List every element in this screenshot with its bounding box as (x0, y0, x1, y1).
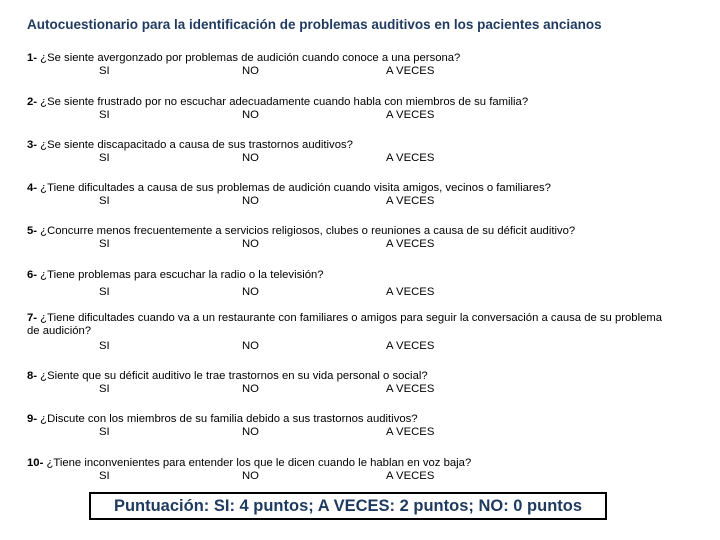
question-number: 3- (27, 139, 38, 151)
question-2 (27, 96, 667, 122)
question-text (27, 182, 667, 195)
option-no[interactable]: NO (242, 152, 259, 164)
option-a-veces[interactable]: A VECES (386, 152, 435, 164)
option-no[interactable]: NO (242, 195, 259, 207)
question-label: ¿Se siente frustrado por no escuchar adecuadamente cuando habla con miembros de su familia? (37, 96, 529, 108)
option-no[interactable]: NO (242, 340, 259, 352)
question-7 (27, 312, 667, 353)
option-a-veces[interactable]: A VECES (386, 426, 435, 438)
option-no[interactable]: NO (242, 65, 259, 77)
question-label: ¿Siente que su déficit auditivo le trae trastornos en su vida personal o social? (37, 370, 428, 382)
option-a-veces[interactable]: A VECES (386, 65, 435, 77)
question-1 (27, 52, 667, 78)
question-number: 8- (27, 370, 38, 382)
question-label: ¿Tiene dificultades cuando va a un restaurante con familiares o amigos para seguir la conversación a causa de su problema de audición? (27, 312, 663, 337)
page-title: Autocuestionario para la identificación de problemas auditivos en los pacientes ancianos (27, 17, 602, 32)
question-label: ¿Se siente discapacitado a causa de sus trastornos auditivos? (37, 139, 353, 151)
option-no[interactable]: NO (242, 470, 259, 482)
question-number: 2- (27, 96, 38, 108)
question-label: ¿Se siente avergonzado por problemas de audición cuando conoce a una persona? (37, 52, 461, 64)
question-text (27, 457, 667, 470)
question-label: ¿Tiene inconvenientes para entender los que le dicen cuando le hablan en voz baja? (43, 457, 472, 469)
question-number: 10- (27, 457, 44, 469)
question-text (27, 52, 667, 65)
question-6 (27, 269, 667, 299)
option-si[interactable]: SI (99, 426, 110, 438)
question-label: ¿Tiene dificultades a causa de sus problemas de audición cuando visita amigos, vecinos o familiares? (37, 182, 551, 194)
option-no[interactable]: NO (242, 426, 259, 438)
option-no[interactable]: NO (242, 286, 259, 298)
question-label: ¿Tiene problemas para escuchar la radio o la televisión? (37, 269, 324, 281)
question-5 (27, 225, 667, 251)
option-si[interactable]: SI (99, 340, 110, 352)
option-si[interactable]: SI (99, 286, 110, 298)
question-text (27, 269, 667, 282)
question-text (27, 413, 667, 426)
option-si[interactable]: SI (99, 195, 110, 207)
scoring-box (89, 492, 607, 520)
question-number: 7- (27, 312, 38, 324)
question-label: ¿Discute con los miembros de su familia debido a sus trastornos auditivos? (37, 413, 418, 425)
question-number: 1- (27, 52, 38, 64)
question-text (27, 139, 667, 152)
option-si[interactable]: SI (99, 238, 110, 250)
question-label: ¿Concurre menos frecuentemente a servicios religiosos, clubes o reuniones a causa de su déficit auditivo? (37, 225, 576, 237)
option-no[interactable]: NO (242, 383, 259, 395)
option-a-veces[interactable]: A VECES (386, 383, 435, 395)
question-text (27, 225, 667, 238)
option-a-veces[interactable]: A VECES (386, 470, 435, 482)
question-text (27, 96, 667, 109)
option-a-veces[interactable]: A VECES (386, 195, 435, 207)
question-text (27, 370, 667, 383)
question-3 (27, 139, 667, 165)
option-no[interactable]: NO (242, 238, 259, 250)
option-si[interactable]: SI (99, 109, 110, 121)
option-si[interactable]: SI (99, 152, 110, 164)
question-number: 5- (27, 225, 38, 237)
scoring-text: Puntuación: SI: 4 puntos; A VECES: 2 puntos; NO: 0 puntos (113, 496, 583, 515)
option-si[interactable]: SI (99, 470, 110, 482)
option-si[interactable]: SI (99, 65, 110, 77)
question-4 (27, 182, 667, 208)
question-10 (27, 457, 667, 483)
option-a-veces[interactable]: A VECES (386, 109, 435, 121)
question-number: 9- (27, 413, 38, 425)
question-8 (27, 370, 667, 396)
question-number: 6- (27, 269, 38, 281)
question-9 (27, 413, 667, 439)
option-a-veces[interactable]: A VECES (386, 286, 435, 298)
question-number: 4- (27, 182, 38, 194)
option-no[interactable]: NO (242, 109, 259, 121)
question-text (27, 312, 667, 338)
option-a-veces[interactable]: A VECES (386, 340, 435, 352)
option-a-veces[interactable]: A VECES (386, 238, 435, 250)
option-si[interactable]: SI (99, 383, 110, 395)
